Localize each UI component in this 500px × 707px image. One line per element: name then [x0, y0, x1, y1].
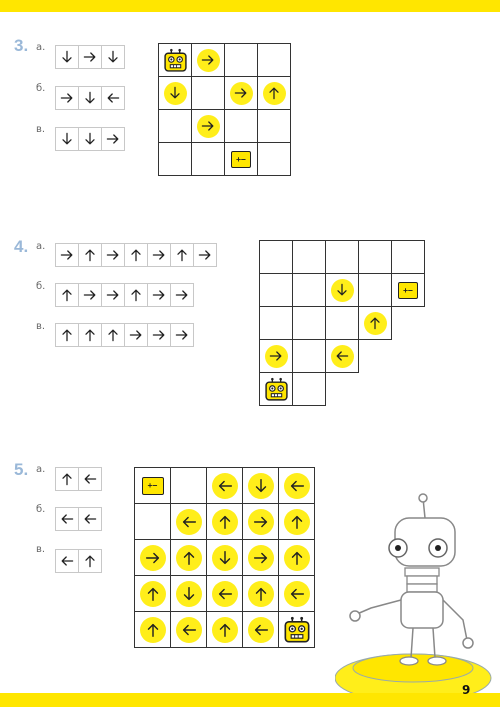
- arrow-up-icon: [180, 549, 198, 567]
- arrow-right-icon: [151, 327, 167, 343]
- yellow-circle: [140, 545, 166, 571]
- board-cell: [170, 467, 207, 504]
- board-cell: [242, 611, 279, 648]
- yellow-circle: [197, 49, 220, 72]
- yellow-circle: [212, 473, 238, 499]
- board-cell: [259, 372, 293, 406]
- arrow-left-icon: [216, 477, 234, 495]
- arrow-left-icon: [216, 585, 234, 603]
- arrow-right-icon: [59, 90, 75, 106]
- yellow-circle: [197, 115, 220, 138]
- plus-minus-box-icon: +−: [142, 477, 164, 495]
- arrow-left-icon: [288, 585, 306, 603]
- arrow-down-icon: [59, 49, 75, 65]
- arrow-right-icon: [144, 549, 162, 567]
- arrow-left-icon: [82, 471, 98, 487]
- arrow-right-icon: [200, 52, 216, 68]
- answer-option-b[interactable]: [55, 283, 194, 307]
- arrow-cell: [55, 45, 79, 69]
- board-cell: [158, 76, 192, 110]
- arrow-cell: [55, 243, 79, 267]
- arrow-cell: [101, 45, 125, 69]
- task-number: 3.: [14, 36, 29, 55]
- yellow-circle: [164, 82, 187, 105]
- arrow-cell: [170, 323, 194, 347]
- plus-minus-box-icon: +−: [231, 151, 251, 168]
- robot-token: [283, 616, 311, 648]
- board-cell: [224, 76, 258, 110]
- board-cell: [134, 575, 171, 612]
- board-cell: [224, 43, 258, 77]
- arrow-cell: [101, 323, 125, 347]
- option-letter: б.: [36, 83, 46, 94]
- board-cell: [158, 43, 192, 77]
- board-cell: [191, 43, 225, 77]
- yellow-circle: [140, 581, 166, 607]
- arrow-cell: [55, 549, 79, 573]
- board-cell: [242, 539, 279, 576]
- yellow-circle: [248, 473, 274, 499]
- arrow-up-icon: [82, 247, 98, 263]
- arrow-cell: [170, 283, 194, 307]
- arrow-cell: [147, 243, 171, 267]
- plus-minus-box-icon: +−: [398, 282, 418, 299]
- robot-icon: [283, 616, 311, 644]
- board-cell: [358, 306, 392, 340]
- robot-illustration: [335, 490, 500, 695]
- yellow-circle: [176, 617, 202, 643]
- board-cell: [191, 76, 225, 110]
- board-cell: [358, 240, 392, 274]
- board-cell: [292, 306, 326, 340]
- board-cell: [325, 306, 359, 340]
- yellow-circle: [230, 82, 253, 105]
- option-letter: а.: [36, 464, 46, 475]
- arrow-down-icon: [334, 282, 350, 298]
- option-letter: в.: [36, 321, 46, 332]
- arrow-right-icon: [252, 513, 270, 531]
- board-cell: [259, 339, 293, 373]
- arrow-right-icon: [59, 247, 75, 263]
- robot-icon: [163, 48, 188, 73]
- arrow-cell: [78, 45, 102, 69]
- yellow-circle: [263, 82, 286, 105]
- answer-option-a[interactable]: [55, 45, 125, 69]
- yellow-circle: [212, 545, 238, 571]
- arrow-down-icon: [252, 477, 270, 495]
- arrow-cell: [55, 467, 79, 491]
- arrow-right-icon: [105, 287, 121, 303]
- yellow-circle: [284, 473, 310, 499]
- option-letter: в.: [36, 544, 46, 555]
- board-cell: [242, 467, 279, 504]
- board-cell: [292, 273, 326, 307]
- yellow-circle: [248, 581, 274, 607]
- board-cell: [358, 273, 392, 307]
- board-cell: [206, 539, 243, 576]
- arrow-up-icon: [174, 247, 190, 263]
- arrow-up-icon: [128, 287, 144, 303]
- arrow-cell: [55, 507, 79, 531]
- board-cell: [257, 76, 291, 110]
- arrow-cell: [78, 507, 102, 531]
- yellow-circle: [248, 509, 274, 535]
- arrow-right-icon: [252, 549, 270, 567]
- board-cell: [134, 503, 171, 540]
- arrow-right-icon: [105, 131, 121, 147]
- board-cell: [278, 539, 315, 576]
- arrow-cell: [124, 243, 148, 267]
- arrow-cell: [78, 467, 102, 491]
- arrow-cell: [55, 127, 79, 151]
- yellow-circle: [176, 509, 202, 535]
- board-cell: [325, 240, 359, 274]
- arrow-cell: [101, 283, 125, 307]
- robot-token: [163, 48, 188, 77]
- arrow-left-icon: [180, 621, 198, 639]
- board-cell: [278, 611, 315, 648]
- answer-option-b[interactable]: [55, 507, 102, 531]
- arrow-left-icon: [82, 511, 98, 527]
- arrow-left-icon: [59, 511, 75, 527]
- yellow-circle: [284, 545, 310, 571]
- arrow-left-icon: [59, 553, 75, 569]
- board-cell: [134, 539, 171, 576]
- arrow-left-icon: [288, 477, 306, 495]
- yellow-circle: [212, 509, 238, 535]
- arrow-cell: [147, 323, 171, 347]
- arrow-cell: [55, 323, 79, 347]
- arrow-up-icon: [82, 553, 98, 569]
- answer-option-a[interactable]: [55, 467, 102, 491]
- arrow-right-icon: [268, 348, 284, 364]
- yellow-circle: [212, 617, 238, 643]
- board-cell: [191, 109, 225, 143]
- arrow-left-icon: [180, 513, 198, 531]
- arrow-right-icon: [82, 49, 98, 65]
- arrow-cell: [193, 243, 217, 267]
- answer-option-c[interactable]: [55, 549, 102, 573]
- board-cell: [134, 611, 171, 648]
- arrow-cell: [78, 323, 102, 347]
- arrow-up-icon: [367, 315, 383, 331]
- arrow-right-icon: [197, 247, 213, 263]
- yellow-circle: [284, 509, 310, 535]
- board-cell: [325, 273, 359, 307]
- arrow-left-icon: [105, 90, 121, 106]
- board-cell: [170, 503, 207, 540]
- arrow-down-icon: [59, 131, 75, 147]
- board-cell: [325, 339, 359, 373]
- board-cell: [191, 142, 225, 176]
- arrow-right-icon: [174, 327, 190, 343]
- arrow-cell: [78, 86, 102, 110]
- board-cell: [278, 503, 315, 540]
- arrow-up-icon: [144, 621, 162, 639]
- board-cell: [292, 339, 326, 373]
- arrow-up-icon: [59, 471, 75, 487]
- board-cell: [170, 539, 207, 576]
- board-cell: [259, 273, 293, 307]
- arrow-right-icon: [174, 287, 190, 303]
- board-cell: [170, 611, 207, 648]
- answer-option-b[interactable]: [55, 86, 125, 110]
- bottom-yellow-band: [0, 693, 500, 707]
- arrow-cell: [101, 127, 125, 151]
- arrow-cell: [147, 283, 171, 307]
- yellow-circle: [248, 545, 274, 571]
- arrow-up-icon: [288, 513, 306, 531]
- board-cell: [257, 142, 291, 176]
- board-cell: [224, 142, 258, 176]
- yellow-circle: [176, 581, 202, 607]
- arrow-up-icon: [59, 287, 75, 303]
- arrow-cell: [78, 283, 102, 307]
- arrow-cell: [55, 283, 79, 307]
- board-cell: [391, 240, 425, 274]
- option-letter: б.: [36, 281, 46, 292]
- yellow-circle: [284, 581, 310, 607]
- arrow-down-icon: [167, 85, 183, 101]
- arrow-up-icon: [288, 549, 306, 567]
- board-cell: [278, 575, 315, 612]
- arrow-left-icon: [334, 348, 350, 364]
- arrow-right-icon: [151, 247, 167, 263]
- board-cell: [391, 273, 425, 307]
- board-cell: [158, 142, 192, 176]
- yellow-circle: [331, 345, 354, 368]
- board-cell: [292, 372, 326, 406]
- grid-board: [134, 467, 315, 648]
- robot-token: [264, 377, 289, 406]
- board-cell: [170, 575, 207, 612]
- grid-board: [158, 43, 291, 176]
- top-yellow-band: [0, 0, 500, 12]
- board-cell: [259, 240, 293, 274]
- arrow-right-icon: [200, 118, 216, 134]
- arrow-up-icon: [82, 327, 98, 343]
- arrow-right-icon: [233, 85, 249, 101]
- option-letter: в.: [36, 124, 46, 135]
- yellow-circle: [140, 617, 166, 643]
- board-cell: [259, 306, 293, 340]
- yellow-circle: [248, 617, 274, 643]
- arrow-right-icon: [105, 247, 121, 263]
- arrow-up-icon: [252, 585, 270, 603]
- board-cell: [206, 575, 243, 612]
- page-number: 9: [462, 683, 471, 697]
- board-cell: [257, 109, 291, 143]
- board-cell: [206, 503, 243, 540]
- arrow-right-icon: [151, 287, 167, 303]
- option-letter: а.: [36, 241, 46, 252]
- staircase-board: [259, 240, 425, 406]
- board-cell: [134, 467, 171, 504]
- arrow-up-icon: [216, 513, 234, 531]
- arrow-down-icon: [105, 49, 121, 65]
- arrow-cell: [78, 127, 102, 151]
- board-cell: [242, 503, 279, 540]
- board-cell: [242, 575, 279, 612]
- arrow-down-icon: [82, 131, 98, 147]
- arrow-cell: [78, 549, 102, 573]
- arrow-up-icon: [216, 621, 234, 639]
- arrow-cell: [101, 243, 125, 267]
- arrow-cell: [55, 86, 79, 110]
- arrow-up-icon: [266, 85, 282, 101]
- arrow-up-icon: [105, 327, 121, 343]
- task-number: 5.: [14, 460, 29, 479]
- option-letter: б.: [36, 504, 46, 515]
- arrow-down-icon: [82, 90, 98, 106]
- board-cell: [206, 611, 243, 648]
- arrow-cell: [78, 243, 102, 267]
- board-cell: [206, 467, 243, 504]
- arrow-cell: [124, 323, 148, 347]
- arrow-up-icon: [128, 247, 144, 263]
- yellow-circle: [331, 279, 354, 302]
- board-cell: [292, 240, 326, 274]
- board-cell: [278, 467, 315, 504]
- answer-option-c[interactable]: [55, 323, 194, 347]
- board-cell: [158, 109, 192, 143]
- arrow-left-icon: [252, 621, 270, 639]
- board-cell: [224, 109, 258, 143]
- yellow-circle: [212, 581, 238, 607]
- arrow-cell: [124, 283, 148, 307]
- robot-icon: [264, 377, 289, 402]
- arrow-down-icon: [180, 585, 198, 603]
- option-letter: а.: [36, 42, 46, 53]
- answer-option-c[interactable]: [55, 127, 125, 151]
- yellow-circle: [364, 312, 387, 335]
- arrow-up-icon: [59, 327, 75, 343]
- arrow-right-icon: [82, 287, 98, 303]
- task-number: 4.: [14, 237, 29, 256]
- arrow-cell: [170, 243, 194, 267]
- yellow-circle: [265, 345, 288, 368]
- arrow-down-icon: [216, 549, 234, 567]
- arrow-right-icon: [128, 327, 144, 343]
- yellow-circle: [176, 545, 202, 571]
- answer-option-a[interactable]: [55, 243, 217, 267]
- board-cell: [257, 43, 291, 77]
- arrow-up-icon: [144, 585, 162, 603]
- arrow-cell: [101, 86, 125, 110]
